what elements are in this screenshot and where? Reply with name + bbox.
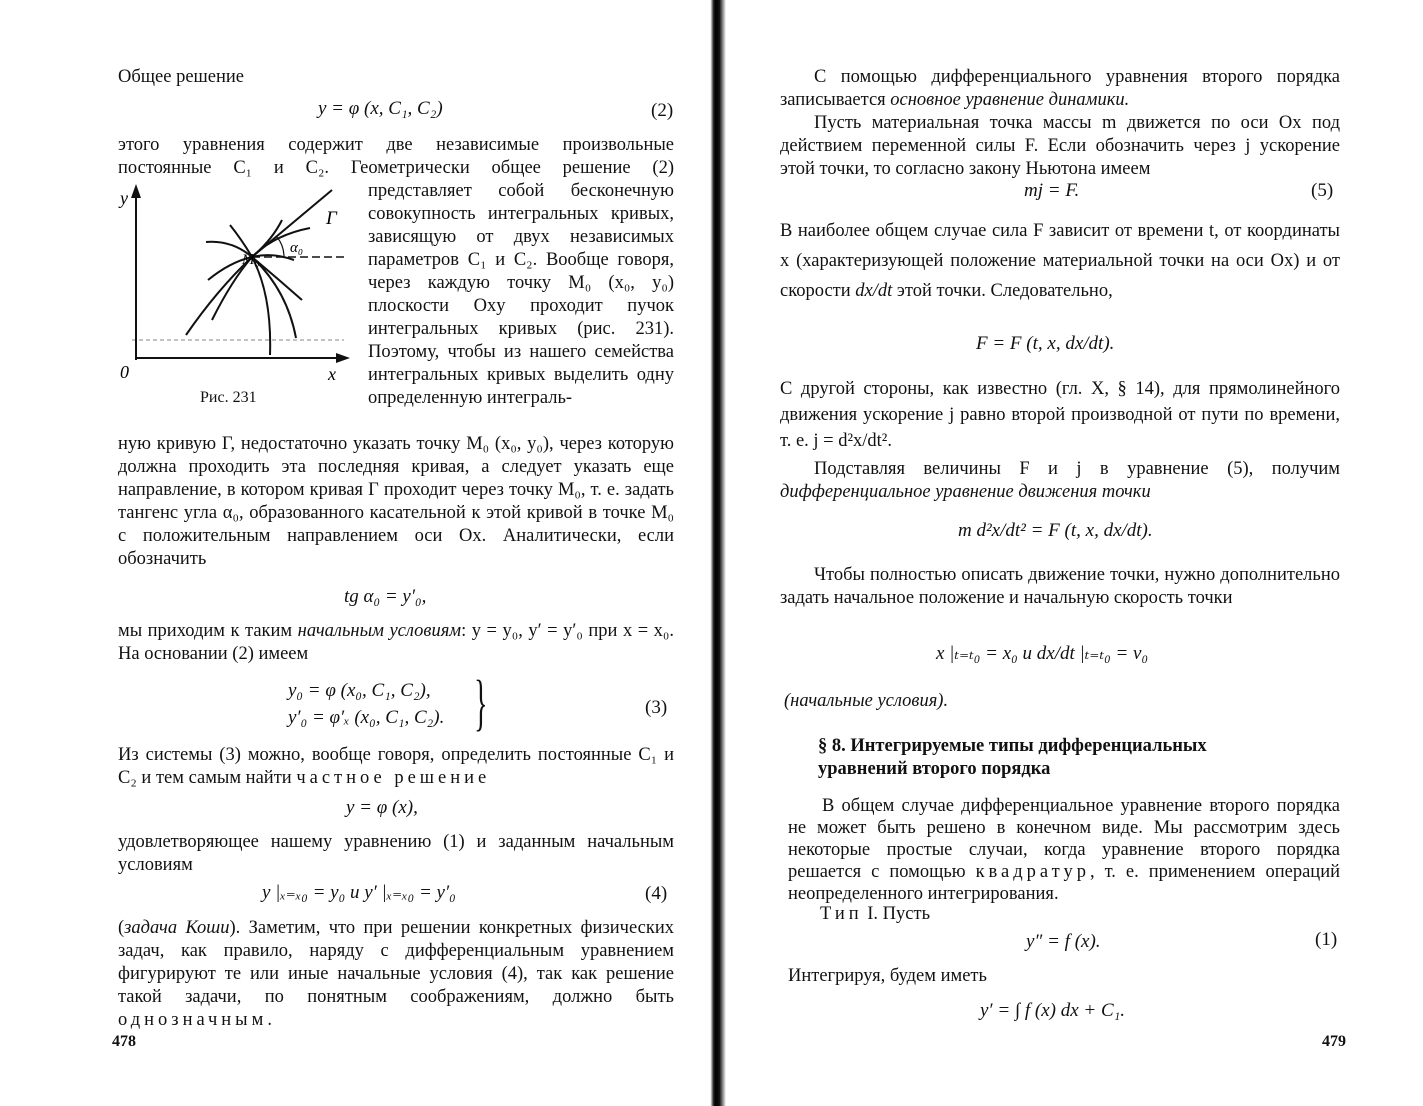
paragraph-line: постоянные C₁ и C₂. Геометрически общее решение (2) — [118, 158, 674, 178]
paragraph: ную кривую Г, недостаточно указать точку M₀ (x₀, y₀), через которую должна проходить эта последняя кривая, а следует указать еще направление, в котором кривая Г проходит через точку M₀, т. е. задать тангенс угла α₀, образованного касательной к этой кривой в точке M₀ с положительным направлением оси Ox. Аналитически, если обозначить — [118, 434, 674, 569]
equation-motion: m d²x/dt² = F (t, x, dx/dt). — [958, 520, 1153, 541]
page-number-right: 479 — [1322, 1033, 1346, 1050]
system-line-2: y′₀ = φ′ₓ (x₀, C₁, C₂). — [288, 707, 445, 728]
equation-1-number: (1) — [1315, 929, 1338, 950]
wrap-paragraph: представляет собой бесконечную совокупность интегральных кривых, зависящую от двух независимых параметров C₁ и C₂. Вообще говоря, через каждую точку M₀ (x₀, y₀) плоскости Oxy проходит пучок интегральных кривых (рис. 231). Поэтому, чтобы из нашего семейства интегральных кривых выделить одну определенную интеграль- — [368, 181, 674, 408]
equation-initial-conditions: x |ₜ₌ₜ₀ = x₀ и dx/dt |ₜ₌ₜ₀ = v₀ — [936, 643, 1149, 664]
paragraph: С помощью дифференциального уравнения второго порядка записывается основное уравнение динамики. — [780, 67, 1340, 110]
equation-5: mj = F. — [1024, 180, 1080, 201]
left-page — [0, 0, 700, 1106]
figure-231 — [112, 180, 362, 390]
book-spine — [700, 0, 726, 1106]
paragraph: Из системы (3) можно, вообще говоря, определить постоянные C₁ и C₂ и тем самым найти частное решение — [118, 745, 674, 788]
m0-label: M₀ — [242, 252, 260, 268]
paragraph: мы приходим к таким начальным условиям: y = y₀, y′ = y′₀ при x = x₀. На основании (2) имеем — [118, 621, 675, 664]
equation-3-number: (3) — [645, 697, 668, 718]
alpha-label: α₀ — [290, 240, 304, 256]
equation-force: F = F (t, x, dx/dt). — [976, 333, 1115, 354]
paragraph: Пусть материальная точка массы m движется по оси Ox под действием переменной силы F. Если обозначить через j ускорение этой точки, то согласно закону Ньютона имеем — [780, 113, 1340, 179]
paragraph: В наиболее общем случае сила F зависит от времени t, от координаты x (характеризующей положение материальной точки на оси Ox) и от скорости dx/dt этой точки. Следовательно, — [780, 221, 1340, 301]
equation-1: y″ = f (x). — [1026, 931, 1101, 952]
paragraph: Интегрируя, будем иметь — [788, 966, 987, 986]
page-number-left: 478 — [112, 1033, 136, 1050]
angle-arc — [277, 237, 284, 257]
x-axis-arrow — [336, 353, 350, 363]
equation-5-number: (5) — [1311, 180, 1334, 201]
paragraph: С другой стороны, как известно (гл. X, § 14), для прямолинейного движения ускорение j равно второй производной от пути по времени, т. е. j = d²x/dt². — [780, 379, 1340, 451]
equation-2: y = φ (x, C₁, C₂) — [318, 98, 443, 119]
origin-label: 0 — [120, 362, 129, 382]
initial-conditions-note: (начальные условия). — [784, 691, 949, 711]
gamma-label: Г — [326, 208, 337, 229]
y-axis-label: y — [120, 188, 128, 208]
equation-tg: tg α₀ = y′₀, — [344, 586, 427, 607]
paragraph: В общем случае дифференциальное уравнение второго порядка не может быть решено в конечном виде. Мы рассмотрим здесь некоторые простые случаи, когда уравнение второго порядка решается с помощью квадратур, т. е. применением операций неопределенного интегрирования. — [788, 796, 1340, 904]
intro-text: Общее решение — [118, 67, 244, 87]
equation-4: y |ₓ₌ₓ₀ = y₀ и y′ |ₓ₌ₓ₀ = y′₀ — [262, 882, 456, 903]
paragraph: удовлетворяющее нашему уравнению (1) и заданным начальным условиям — [118, 832, 674, 875]
equation-4-number: (4) — [645, 883, 668, 904]
equation-integral: y′ = ∫ f (x) dx + C₁. — [980, 1000, 1126, 1021]
figure-caption: Рис. 231 — [200, 389, 257, 406]
right-page — [726, 0, 1423, 1106]
equation-2-number: (2) — [651, 100, 674, 121]
system-line-1: y₀ = φ (x₀, C₁, C₂), — [288, 680, 431, 701]
integral-curve — [186, 220, 282, 335]
x-axis-label: x — [328, 364, 336, 384]
section-heading-line-1: § 8. Интегрируемые типы дифференциальных — [818, 736, 1207, 756]
paragraph: Подставляя величины F и j в уравнение (5), получим дифференциальное уравнение движения точки — [780, 459, 1340, 502]
paragraph: (задача Коши). Заметим, что при решении конкретных физических задач, как правило, наряду с дифференциальным уравнением фигурируют те или иные начальные условия (4), так как решение такой задачи, по понятным соображениям, должно быть однозначным. — [118, 918, 674, 1030]
paragraph-line: этого уравнения содержит две независимые произвольные — [118, 135, 674, 155]
y-axis-arrow — [131, 184, 141, 198]
paragraph: Чтобы полностью описать движение точки, нужно дополнительно задать начальное положение и начальную скорость точки — [780, 565, 1340, 608]
section-heading-line-2: уравнений второго порядка — [818, 759, 1051, 779]
equation-particular: y = φ (x), — [346, 797, 418, 818]
type-1-label: Тип I. Пусть — [820, 904, 931, 924]
system-brace: } — [474, 669, 488, 737]
